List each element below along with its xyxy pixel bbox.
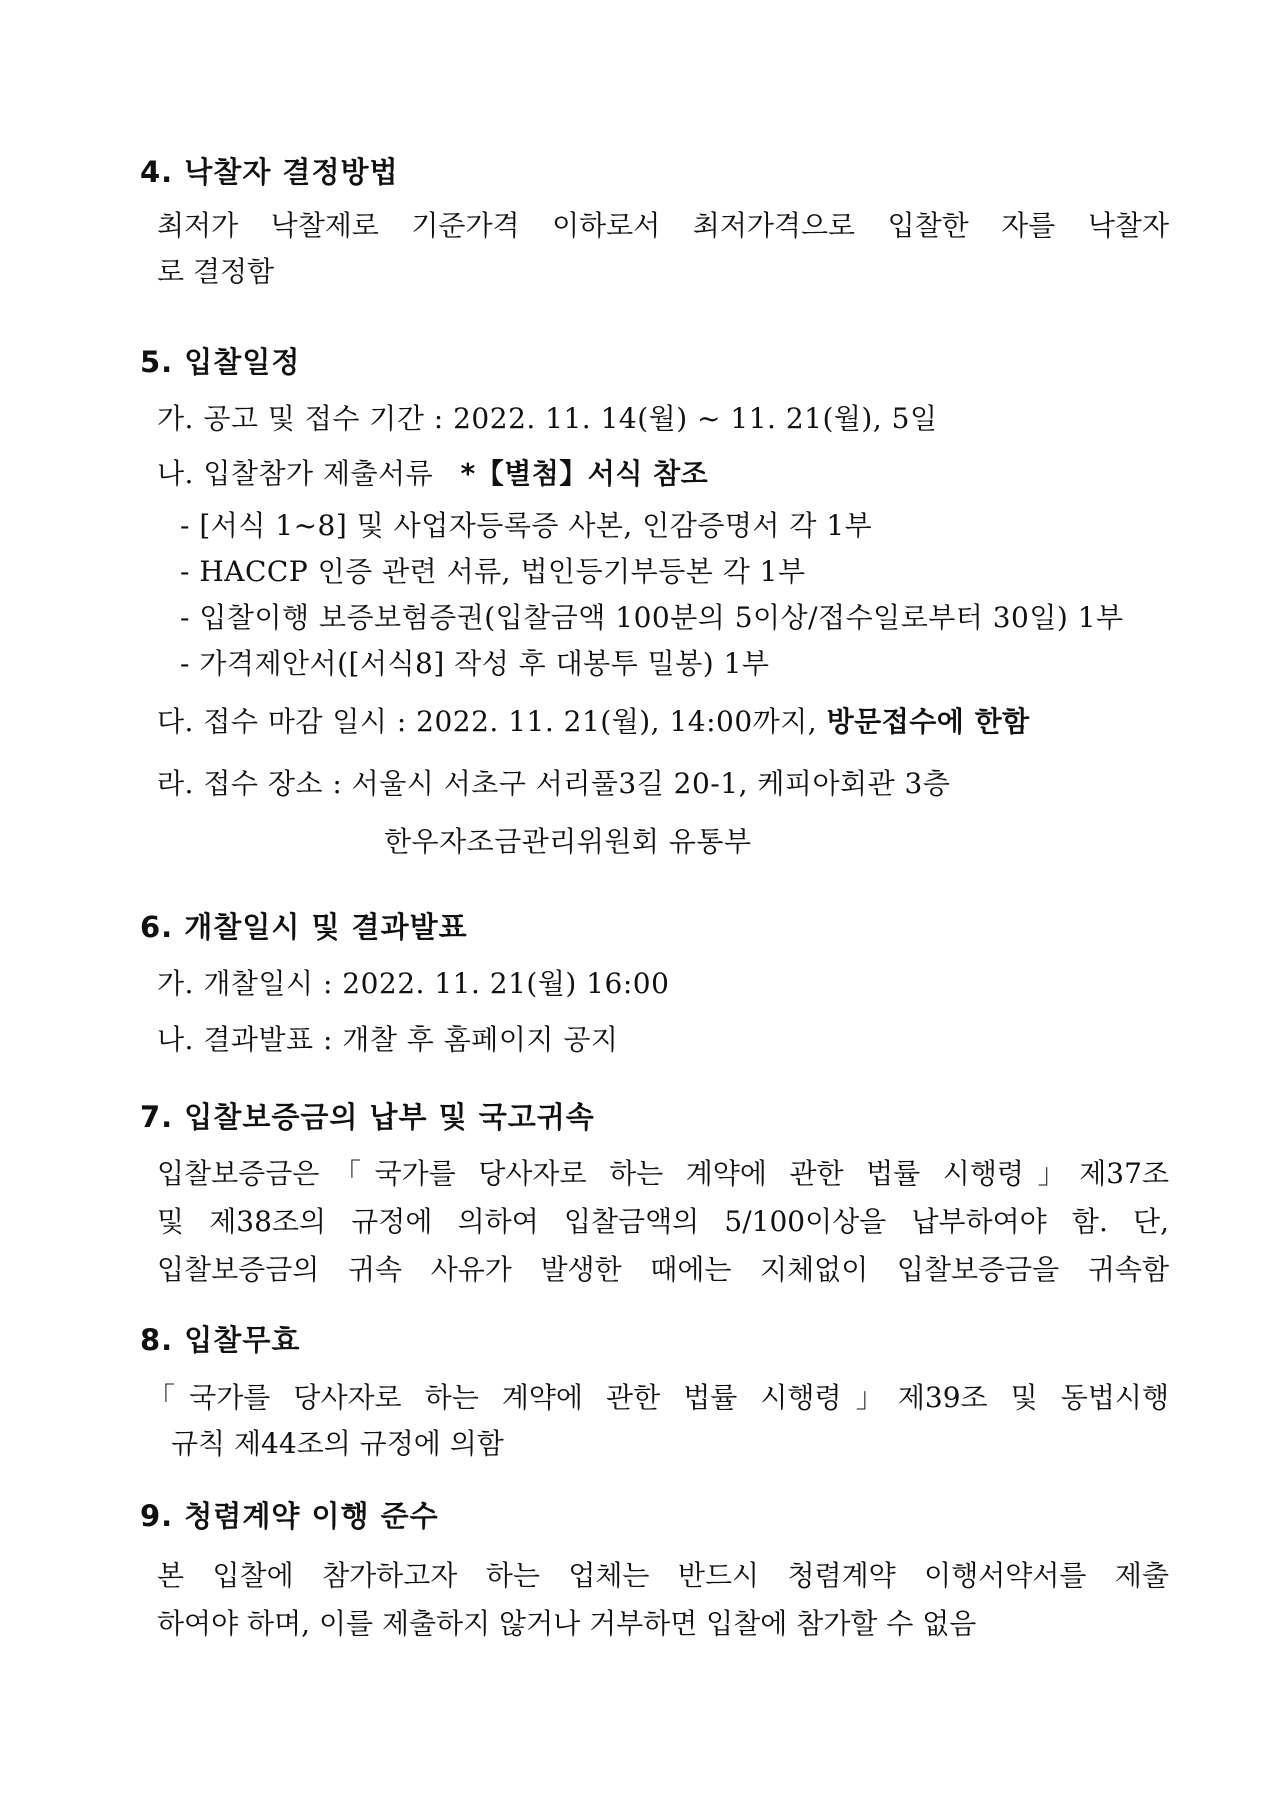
section-7-line-3: 입찰보증금의 귀속 사유가 발생한 때에는 지체없이 입찰보증금을 귀속함 [157,1253,1169,1286]
section-5-item-na-label: 나. 입찰참가 제출서류 [157,457,434,490]
section-5-item-ra: 라. 접수 장소 : 서울시 서초구 서리풀3길 20-1, 케피아회관 3층 [157,767,951,800]
section-9-line-2: 하여야 하며, 이를 제출하지 않거나 거부하면 입찰에 참가할 수 없음 [157,1607,977,1640]
section-5-item-ra-line-2: 한우자조금관리위원회 유통부 [384,825,752,858]
section-7-body [157,1150,1169,1294]
section-7-title: 7. 입찰보증금의 납부 및 국고귀속 [140,1100,595,1134]
section-6-item-ga: 가. 개찰일시 : 2022. 11. 21(월) 16:00 [157,967,670,1000]
section-9-line-1: 본 입찰에 참가하고자 하는 업체는 반드시 청렴계약 이행서약서를 제출 [157,1559,1169,1592]
section-6-item-na: 나. 결과발표 : 개찰 후 홈페이지 공지 [157,1023,619,1056]
section-5-title: 5. 입찰일정 [140,345,301,379]
section-5-item-na-note: *【별첨】서식 참조 [460,457,709,490]
section-5-doc-4: - 가격제안서([서식8] 작성 후 대봉투 밀봉) 1부 [180,647,770,680]
section-7-line-2: 및 제38조의 규정에 의하여 입찰금액의 5/100이상을 납부하여야 함. 단, [157,1205,1169,1238]
section-4-line-2: 로 결정함 [157,255,275,288]
section-5-item-da-label: 다. 접수 마감 일시 : 2022. 11. 21(월), 14:00까지, [157,705,818,738]
section-6-title: 6. 개찰일시 및 결과발표 [140,910,468,944]
section-5-doc-1: - [서식 1~8] 및 사업자등록증 사본, 인감증명서 각 1부 [180,509,873,542]
section-5-item-na [157,452,708,492]
section-8-line-1: 「국가를 당사자로 하는 계약에 관한 법률 시행령」제39조 및 동법시행 [147,1381,1169,1414]
section-8-line-2: 규칙 제44조의 규정에 의함 [171,1427,504,1460]
section-4-title: 4. 낙찰자 결정방법 [140,155,399,189]
section-5-doc-2: - HACCP 인증 관련 서류, 법인등기부등본 각 1부 [180,555,806,588]
section-5-item-da [157,700,1030,740]
section-8-title: 8. 입찰무효 [140,1323,301,1357]
section-5-item-ga: 가. 공고 및 접수 기간 : 2022. 11. 14(월) ~ 11. 21(월), 5일 [157,402,938,435]
section-9-body [157,1552,1169,1648]
section-5-doc-3: - 입찰이행 보증보험증권(입찰금액 100분의 5이상/접수일로부터 30일) 1부 [180,601,1124,634]
section-4-body [157,203,1169,295]
section-9-title: 9. 청렴계약 이행 준수 [140,1499,439,1533]
section-4-line-1: 최저가 낙찰제로 기준가격 이하로서 최저가격으로 입찰한 자를 낙찰자 [157,209,1169,242]
section-8-body [147,1375,1169,1467]
section-7-line-1: 입찰보증금은「국가를 당사자로 하는 계약에 관한 법률 시행령」제37조 [157,1157,1169,1190]
section-5-item-da-emphasis: 방문접수에 한함 [826,705,1030,738]
